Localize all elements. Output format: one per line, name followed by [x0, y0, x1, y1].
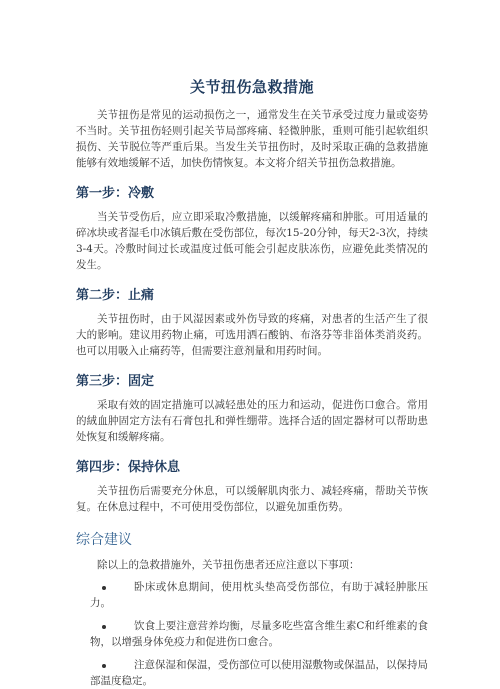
list-item: [76, 579, 428, 611]
list-item: [76, 657, 428, 689]
section-heading-immobilize: 第三步：固定: [76, 374, 155, 389]
list-item: [76, 618, 428, 650]
section-body-cold-compress: 当关节受伤后，应立即采取冷敷措施，以缓解疼痛和肿胀。可用适量的碎冰块或者湿毛巾冰镇后敷在受伤部位，每次15-20分钟，每天2-3次，持续3-4天。冷敷时间过长或温度过低可能会引起皮肤冻伤，应避免此类情况的发生。: [76, 211, 428, 271]
summary-list: [76, 579, 428, 689]
section-body-pain-relief: 关节扭伤时，由于风湿因素或外伤导致的疼痛，对患者的生活产生了很大的影响。建议用药物止痛，可选用洒石酸钠、布洛芬等非甾体类消炎药。也可以用吸入止痛药等，但需要注意剂量和用药时间。: [76, 313, 428, 357]
list-item-text: 卧床或休息期间，使用枕头垫高受伤部位，有助于减轻肿胀压力。: [90, 581, 428, 609]
summary-lead: 除以上的急救措施外，关节扭伤患者还应注意以下事项：: [97, 559, 360, 571]
bullet-icon: [102, 586, 106, 590]
bullet-icon: [102, 625, 106, 629]
list-item-text: 饮食上要注意营养均衡，尽量多吃些富含维生素C和纤维素的食物，以增强身体免疫力和促进伤口愈合。: [90, 620, 428, 648]
section-heading-pain-relief: 第二步：止痛: [76, 288, 155, 303]
summary-heading: 综合建议: [76, 532, 132, 548]
section-heading-cold-compress: 第一步：冷敷: [76, 186, 155, 201]
section-heading-rest: 第四步：保持休息: [76, 460, 181, 475]
intro-paragraph: 关节扭伤是常见的运动损伤之一，通常发生在关节承受过度力量或姿势不当时。关节扭伤轻则引起关节局部疼痛、轻微肿胀，重则可能引起软组织损伤、关节脱位等严重后果。当发生关节扭伤时，及时采取正确的急救措施能够有效地缓解不适，加快伤情恢复。本文将介绍关节扭伤急救措施。: [76, 109, 428, 169]
bullet-icon: [102, 664, 106, 668]
section-body-rest: 关节扭伤后需要充分休息，可以缓解肌肉张力、减轻疼痛，帮助关节恢复。在休息过程中，不可使用受伤部位，以避免加重伤势。: [76, 485, 428, 513]
document-title: 关节扭伤急救措施: [189, 78, 314, 96]
list-item-text: 注意保湿和保温，受伤部位可以使用湿敷物或保温品，以保持局部温度稳定。: [90, 659, 428, 687]
section-body-immobilize: 采取有效的固定措施可以减轻患处的压力和运动，促进伤口愈合。常用的絨血肿固定方法有石膏包扎和弹性绷带。选择合适的固定器材可以帮助患处恢复和缓解疼痛。: [76, 399, 428, 443]
